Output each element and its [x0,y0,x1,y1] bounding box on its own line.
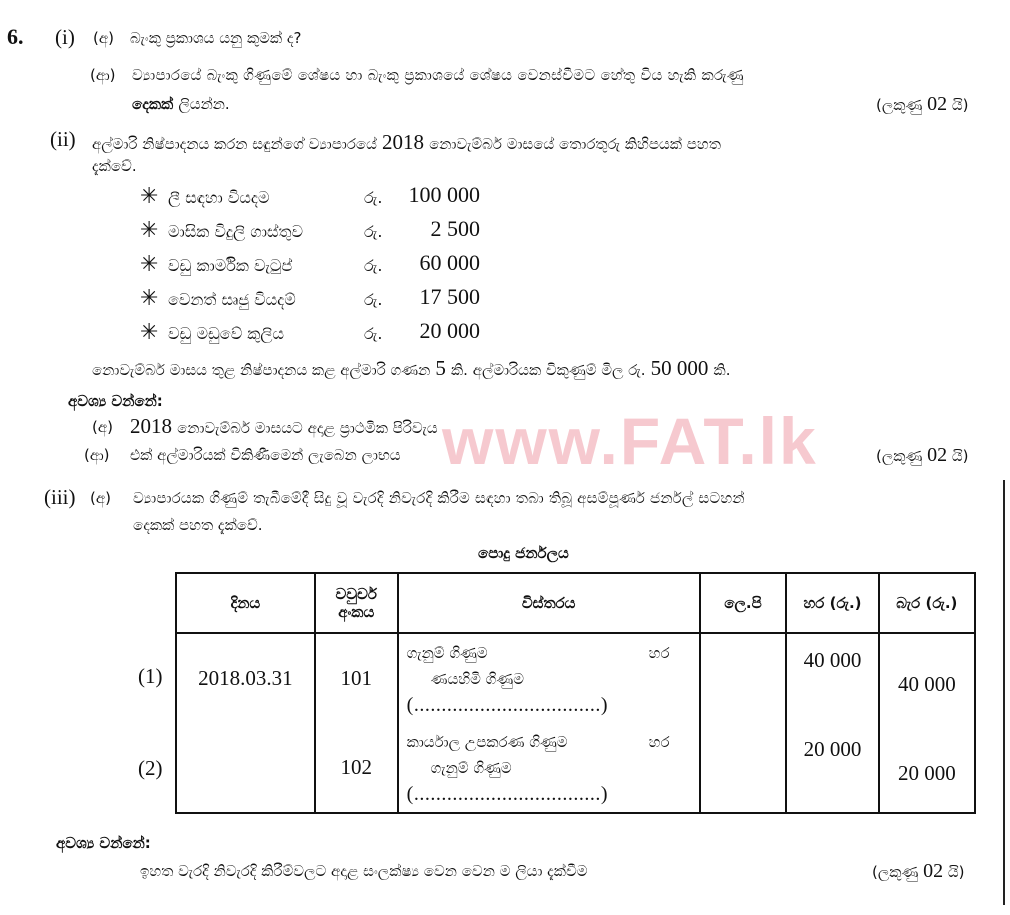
part-iii-label: (iii) [44,485,76,509]
part-i-aa-text: ව්‍යාපාරයේ බැංකු ගිණුමේ ශේෂය හා බැංකු ප්‍රකාශයේ ශේෂය වෙනස්වීමට හේතු විය හැකි කරුණු [132,66,744,84]
currency-label: රු. [364,222,383,241]
entry-credit: 20 000 [879,723,975,813]
part-i-marks: (ලකුණු 02 යි) [876,93,969,115]
part-i-label: (i) [55,25,75,49]
currency-label: රු. [364,290,383,309]
narration-blank: (..................................) [406,783,608,805]
part-i-a-label: (අ) [93,29,114,47]
cost-item-name: වඩු මඩුවේ කුලිය [168,324,284,343]
part-iii-required-text: ඉහත වැරදි නිවැරදි කිරීම්වලට අදාළ සංලක්ෂ්‍ය වෙන වෙන ම ලියා දැක්වීම [140,862,588,880]
credit-account: ගැනුම් ගිණුම [430,759,512,777]
entry-date [176,723,315,813]
asterisk-bullet-icon: ✳ [140,320,159,345]
credit-account: ණයහිමි ගිණුම [430,670,525,688]
cost-item-amount: 17 500 [419,284,480,309]
cost-item-name: ලී සඳහා වියදම [168,188,270,207]
cost-item-name: වෙනත් සෘජු වියදම් [168,290,296,309]
part-iii-a-label: (අ) [90,489,111,507]
part-ii-intro: අල්මාරි නිෂ්පාදනය කරන සඳුන්ගේ ව්‍යාපාරයේ 2018 නොවැම්බර් මාසයේ තොරතුරු කිහිපයක් පහත [92,130,721,154]
asterisk-bullet-icon: ✳ [140,184,159,209]
currency-label: රු. [364,256,383,275]
general-journal-table [175,572,976,814]
part-ii-req-a: 2018 නොවැම්බර් මාසයට අදාළ ප්‍රාථමික පිරිවැය [130,414,438,438]
question-number: 6. [7,24,24,49]
part-i-a-text: බැංකු ප්‍රකාශය යනු කුමක් ද? [130,29,302,47]
narration-blank: (..................................) [406,694,608,716]
part-iii-marks: (ලකුණු 02 යි) [872,860,965,882]
dr-marker: හර [648,644,670,662]
watermark: www.FAT.lk [442,404,818,478]
currency-label: රු. [364,188,383,207]
asterisk-bullet-icon: ✳ [140,252,159,277]
entry-ledger-folio [700,633,787,723]
col-header-date: දිනය [176,573,315,633]
col-header-description: විස්තරය [398,573,700,633]
part-ii-req-a-label: (අ) [92,418,113,436]
part-i-aa-label: (ආ) [90,66,116,84]
entry-voucher: 101 [315,633,398,723]
part-i-aa-text-line2: දෙකක් ලියන්න. [132,95,230,113]
journal-entry-row [176,633,975,723]
part-ii-intro-line2: දැක්වේ. [92,157,137,175]
currency-label: රු. [364,324,383,343]
entry-debit: 20 000 [786,723,878,813]
part-iii-required-heading: අවශ්‍ය වන්නේ: [56,834,151,852]
part-ii-marks: (ලකුණු 02 යි) [876,444,969,466]
part-ii-label: (ii) [50,127,76,151]
journal-header-row [176,573,975,633]
entry-description [398,633,700,723]
col-header-ledger-folio: ලෙ.පි [700,573,787,633]
cost-item-amount: 2 500 [430,216,480,241]
emphasis-two: දෙකක් [132,95,174,113]
journal-entry-row [176,723,975,813]
entry-credit: 40 000 [879,633,975,723]
page-edge-line [1003,480,1005,905]
part-iii-text-line2: දෙකක් පහත දැක්වේ. [133,516,263,534]
debit-account: කාර්යාල උපකරණ ගිණුම [406,733,568,751]
col-header-debit: හර (රු.) [786,573,878,633]
entry-debit: 40 000 [786,633,878,723]
asterisk-bullet-icon: ✳ [140,286,159,311]
entry-description [398,723,700,813]
cost-item-amount: 60 000 [419,250,480,275]
part-ii-req-aa-label: (ආ) [84,446,110,464]
col-header-voucher: වවුචර් අංකය [315,573,398,633]
entry-row-label: (1) [138,664,163,688]
entry-voucher: 102 [315,723,398,813]
col-header-credit: බැර (රු.) [879,573,975,633]
entry-date: 2018.03.31 [176,633,315,723]
cost-item-name: වඩු කාර්මික වැටුප් [168,256,293,275]
cost-item [140,216,480,250]
cost-item [140,250,480,284]
asterisk-bullet-icon: ✳ [140,218,159,243]
cost-item-name: මාසික විදුලි ගාස්තුව [168,222,303,241]
cost-item [140,284,480,318]
entry-ledger-folio [700,723,787,813]
cost-item-amount: 20 000 [419,318,480,343]
part-ii-required-heading: අවශ්‍ය වන්නේ: [68,392,163,410]
cost-item-amount: 100 000 [408,182,480,207]
journal-title: පොදු ජර්නලය [478,544,569,562]
dr-marker: හර [648,733,670,751]
cost-items-list [140,182,480,352]
cost-item [140,182,480,216]
part-ii-summary: නොවැම්බර් මාසය තුළ නිෂ්පාදනය කළ අල්මාරි ගණන 5 කි. අල්මාරියක විකුණුම් මිල රු. 50 000 කි. [92,356,731,380]
cost-item [140,318,480,352]
part-iii-text: ව්‍යාපාරයක ගිණුම් තැබීමේදී සිදු වූ වැරදි නිවැරදි කිරීම සඳහා තබා තිබූ අසම්පූර්ණ ජර්නල් සටහන් [133,489,745,507]
part-ii-req-aa-text: එක් අල්මාරියක් විකිණීමෙන් ලැබෙන ලාභය [130,446,401,464]
entry-row-label: (2) [138,756,163,780]
debit-account: ගැනුම් ගිණුම [406,644,488,662]
